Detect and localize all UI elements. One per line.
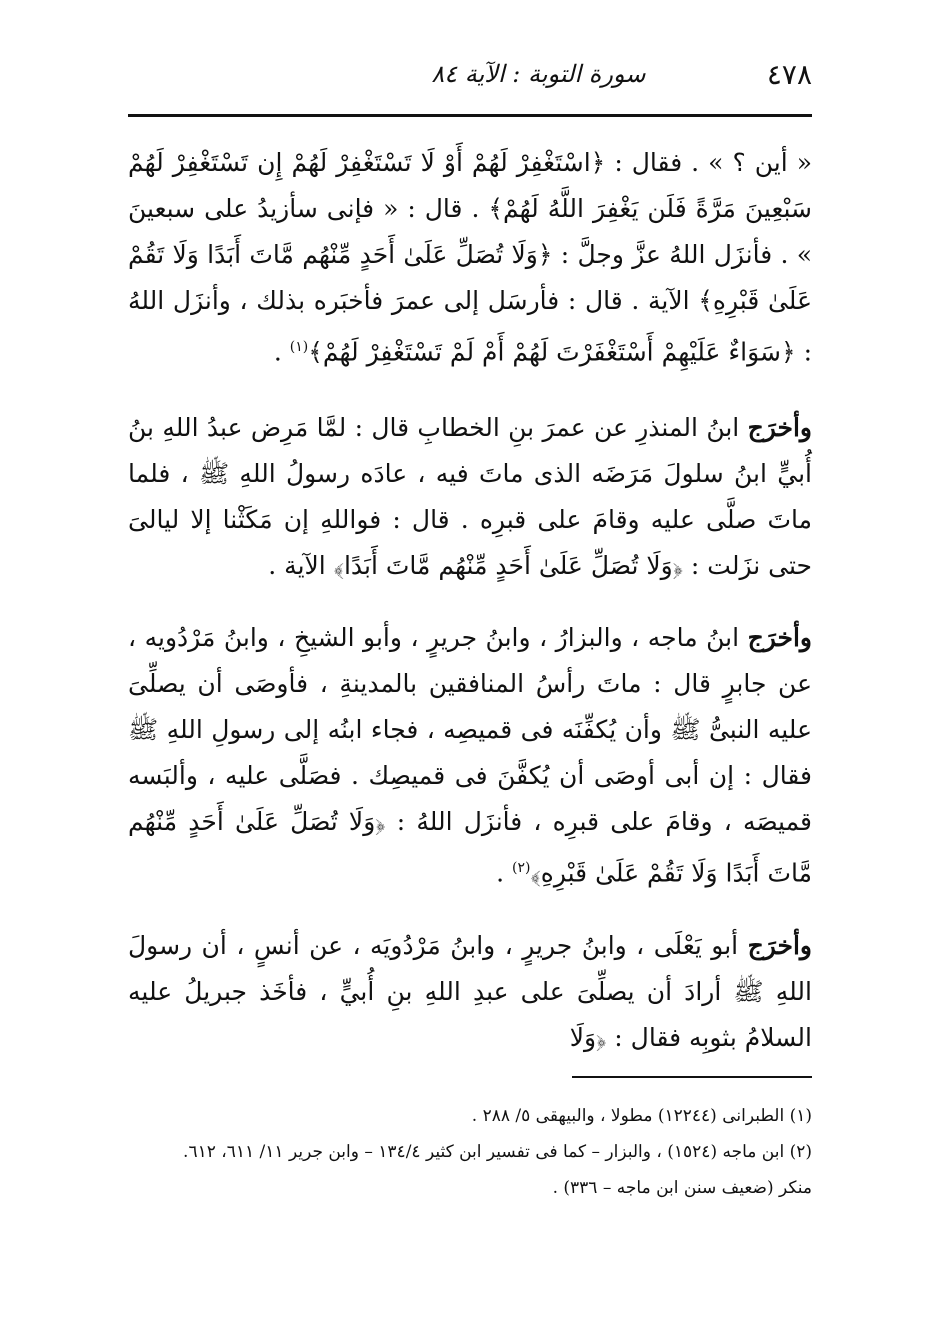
page-header <box>128 58 812 98</box>
paragraph <box>128 923 812 1061</box>
paragraph-text: « أين ؟ » . فقال : ﴿اسْتَغْفِرْ لَهُمْ أَوْ لَا تَسْتَغْفِرْ لَهُمْ إِن تَسْتَغْفِرْ لَهُمْ سَبْعِينَ مَرَّةً فَلَن يَغْفِرَ اللَّهُ لَهُمْ﴾ . قال : « فإنى سأزيدُ على سبعينَ » . فأنزَل اللهُ عزَّ وجلَّ : ﴿وَلَا تُصَلِّ عَلَىٰ أَحَدٍ مِّنْهُم مَّاتَ أَبَدًا وَلَا تَقُمْ عَلَىٰ قَبْرِهِ﴾ الآية . قال : فأرسَل إلى عمرَ فأخبَره بذلك ، وأنزَل اللهُ : ﴿سَوَاءٌ عَلَيْهِمْ أَسْتَغْفَرْتَ لَهُمْ أَمْ لَمْ تَسْتَغْفِرْ لَهُمْ﴾ <box>128 148 812 367</box>
page-number: ٤٧٨ <box>766 58 812 91</box>
header-rule <box>128 114 812 117</box>
footnote-marker: (٢) <box>512 860 531 877</box>
paragraph-end: . <box>496 858 512 888</box>
paragraph <box>128 405 812 589</box>
footnote: (١) الطبرانى (١٢٢٤٤) مطولا ، والبيهقى ٥/ ٢٨٨ . <box>471 1106 812 1126</box>
paragraph-lead: وأخرَج <box>747 413 812 443</box>
paragraph-text: ابنُ ماجه ، والبزارُ ، وابنُ جريرٍ ، وأبو الشيخِ ، وابنُ مَرْدُويه ، عن جابرٍ قال : ماتَ رأسُ المنافقين بالمدينةِ ، فأوصَى أن يصلِّىَ عليه النبىُّ ﷺ وأن يُكفِّنَه فى قميصِه ، فجاء ابنُه إلى رسولِ اللهِ ﷺ فقال : إن أبى أوصَى أن يُكفَّنَ فى قميصِك . فصَلَّى عليه ، وألبَسه قميصَه ، وقامَ على قبرِه ، فأنزَل اللهُ : ﴿وَلَا تُصَلِّ عَلَىٰ أَحَدٍ مِّنْهُم مَّاتَ أَبَدًا وَلَا تَقُمْ عَلَىٰ قَبْرِهِ﴾ <box>128 623 812 888</box>
body-text <box>128 140 812 1087</box>
paragraph <box>128 140 812 375</box>
footnotes <box>128 1098 812 1206</box>
paragraph-lead: وأخرَج <box>747 930 812 960</box>
running-title: سورة التوبة : الآية ٨٤ <box>431 60 646 88</box>
paragraph-text: ابنُ المنذرِ عن عمرَ بنِ الخطابِ قال : لمَّا مَرِض عبدُ اللهِ بنُ أُبيٍّ ابنُ سلولَ مَرَضَه الذى ماتَ فيه ، عادَه رسولُ اللهِ ﷺ ، فلما ماتَ صلَّى عليه وقامَ على قبرِه . قال : فواللهِ إن مَكَثْنا إلا ليالىَ حتى نزَلت : ﴿وَلَا تُصَلِّ عَلَىٰ أَحَدٍ مِّنْهُم مَّاتَ أَبَدًا﴾ الآية . <box>128 413 812 581</box>
paragraph-text: أبو يَعْلَى ، وابنُ جريرٍ ، وابنُ مَرْدُويَه ، عن أنسٍ ، أن رسولَ اللهِ ﷺ أرادَ أن يصلِّىَ على عبدِ اللهِ بنِ أُبيٍّ ، فأخَذ جبريلُ عليه السلامُ بثوبِه فقال : ﴿وَلَا <box>128 930 812 1052</box>
footnote: منكر (ضعيف سنن ابن ماجه – ٣٣٦) . <box>552 1178 812 1198</box>
footnote-rule <box>572 1076 812 1078</box>
footnote: (٢) ابن ماجه (١٥٢٤) ، والبزار – كما فى تفسير ابن كثير ١٣٤/٤ – وابن جرير ١١/ ٦١١، ٦١٢. <box>183 1142 812 1162</box>
paragraph-end: . <box>273 337 290 367</box>
paragraph-lead: وأخرَج <box>747 623 812 653</box>
footnote-marker: (١) <box>289 339 309 355</box>
paragraph <box>128 615 812 896</box>
